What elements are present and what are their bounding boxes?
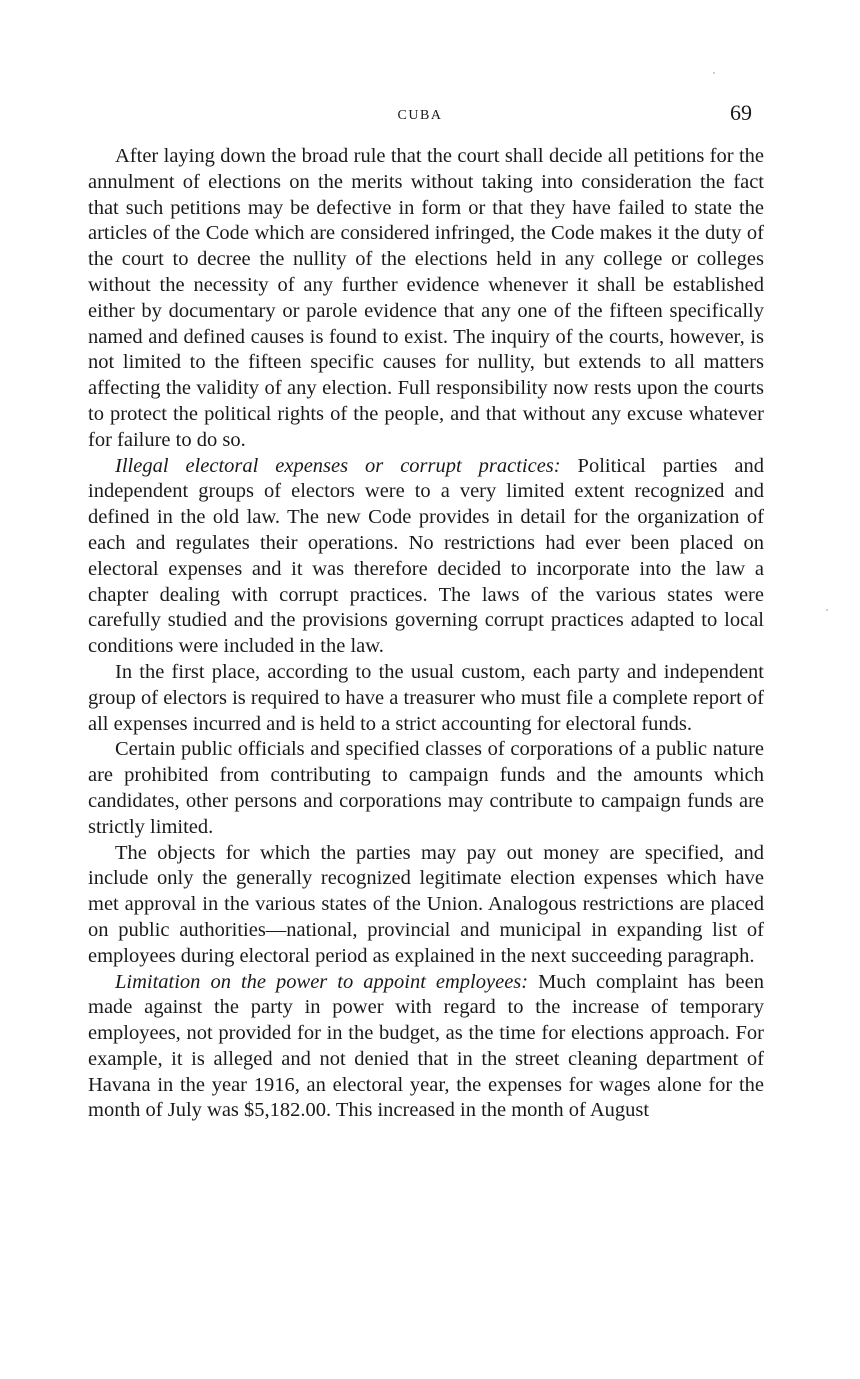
paragraph-nullity-of-elections xyxy=(88,144,764,454)
scan-speck xyxy=(826,609,828,611)
paragraph-treasurer-requirement xyxy=(88,660,764,737)
paragraph-text: After laying down the broad rule that the court shall decide all petitions for the annulment of elections on the merits without taking into consideration the fact that such petitions may be defective in form or that they have failed to state the articles of the Code which are considered infringed, the Code makes it the duty of the court to decree the nullity of the elections held in any college or colleges without the necessity of any further evidence whenever it shall be established either by documentary or parole evidence that any one of the fifteen specifically named and defined causes is found to exist. The inquiry of the courts, however, is not limited to the fifteen specific causes for nullity, but extends to all matters affecting the validity of any election. Full responsibility now rests upon the courts to protect the political rights of the people, and that without any excuse whatever for failure to do so. xyxy=(88,145,764,451)
paragraph-contribution-limits xyxy=(88,737,764,840)
paragraph-permitted-expenses xyxy=(88,841,764,970)
scan-speck xyxy=(713,72,715,74)
paragraph-text: In the first place, according to the usual custom, each party and independent group of electors is required to have a treasurer who must file a complete report of all expenses incurred and is held to a strict accounting for electoral funds. xyxy=(88,660,764,735)
paragraph-text: Certain public officials and specified classes of corporations of a public nature are prohibited from contributing to campaign funds and the amounts which candidates, other persons and corporations may contribute to campaign funds are strictly limited. xyxy=(88,738,764,838)
running-title: CUBA xyxy=(397,108,443,123)
paragraph-text: Political parties and independent groups of electors were to a very limited extent recognized and defined in the old law. The new Code provides in detail for the organization of each and regulates their operations. No restrictions had ever been placed on electoral expenses and it was therefore decided to incorporate into the law a chapter dealing with corrupt practices. The laws of the various states were carefully studied and the provisions governing corrupt practices adapted to local conditions were included in the law. xyxy=(88,454,764,658)
paragraph-illegal-electoral-expenses xyxy=(88,454,764,660)
page-number: 69 xyxy=(730,100,752,125)
paragraph-appointment-limitation xyxy=(88,970,764,1125)
paragraph-text: The objects for which the parties may pay out money are specified, and include only the generally recognized legitimate election expenses which have met approval in the various states of the Union. Analogous restrictions are placed on public authorities—national, provincial and municipal in expanding list of employees during electoral period as explained in the next succeeding paragraph. xyxy=(88,841,764,967)
paragraph-lead: Illegal electoral expenses or corrupt practices: xyxy=(115,454,561,477)
paragraph-text: Much complaint has been made against the party in power with regard to the increase of temporary employees, not provided for in the budget, as the time for elections approach. For example, it is alleged and not denied that in the street cleaning department of Havana in the year 1916, an electoral year, the expenses for wages alone for the month of July was $5,182.00. This increased in the month of August xyxy=(88,970,764,1122)
paragraph-lead: Limitation on the power to appoint employees: xyxy=(115,970,529,993)
running-head xyxy=(88,100,752,128)
body-text xyxy=(88,144,764,1124)
